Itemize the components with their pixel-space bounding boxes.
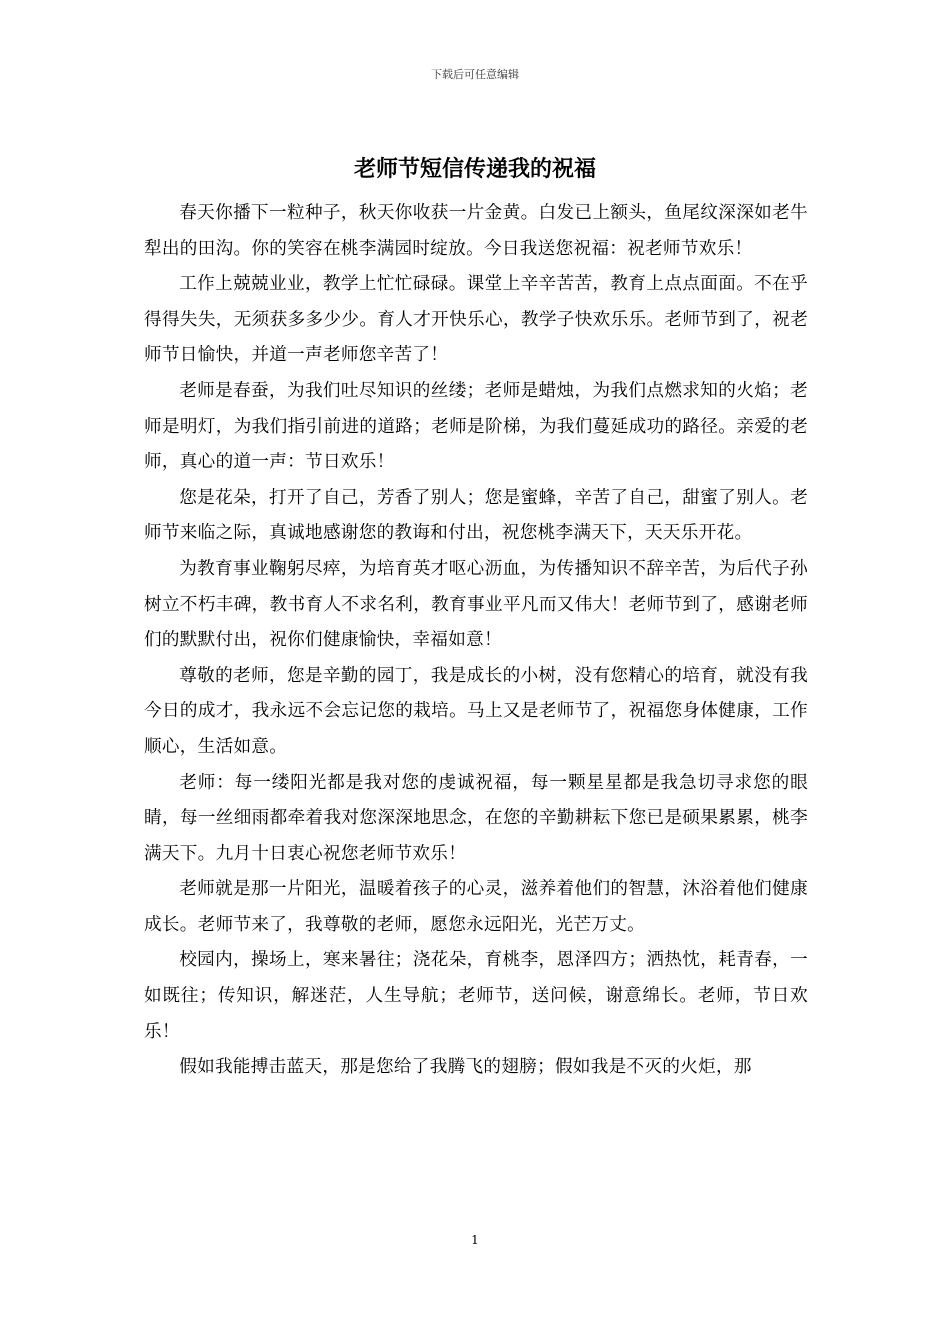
paragraph: 假如我能搏击蓝天，那是您给了我腾飞的翅膀；假如我是不灭的火炬，那 [179, 1057, 752, 1078]
paragraph: 老师是春蚕，为我们吐尽知识的丝缕；老师是蜡烛，为我们点燃求知的火焰；老师是明灯，为我们指引前进的道路；老师是阶梯，为我们蔓延成功的路径。亲爱的老师，真心的道一声：节日欢乐！ [144, 380, 808, 473]
paragraph: 校园内，操场上，寒来暑往；浇花朵，育桃李，恩泽四方；洒热忱，耗青春，一如既往；传知识，解迷茫，人生导航；老师节，送问候，谢意绵长。老师，节日欢乐！ [144, 950, 808, 1042]
document-body [144, 196, 808, 1216]
paragraph: 老师就是那一片阳光，温暖着孩子的心灵，滋养着他们的智慧，沐浴着他们健康成长。老师节来了，我尊敬的老师，愿您永远阳光，光芒万丈。 [144, 879, 808, 935]
paragraph: 您是花朵，打开了自己，芳香了别人；您是蜜蜂，辛苦了自己，甜蜜了别人。老师节来临之际，真诚地感谢您的教诲和付出，祝您桃李满天下，天天乐开花。 [144, 487, 808, 544]
paragraph: 老师：每一缕阳光都是我对您的虔诚祝福，每一颗星星都是我急切寻求您的眼睛，每一丝细雨都牵着我对您深深地思念，在您的辛勤耕耘下您已是硕果累累，桃李满天下。九月十日衷心祝您老师节欢乐！ [144, 772, 808, 864]
paragraph: 为教育事业鞠躬尽瘁，为培育英才呕心沥血，为传播知识不辞辛苦，为后代子孙树立不朽丰碑，教书育人不求名利，教育事业平凡而又伟大！老师节到了，感谢老师们的默默付出，祝你们健康愉快，幸福如意！ [144, 558, 808, 651]
document-title: 老师节短信传递我的祝福 [353, 156, 596, 182]
page-number: 1 [471, 1233, 479, 1247]
paragraph: 春天你播下一粒种子，秋天你收获一片金黄。白发已上额头，鱼尾纹深深如老牛犁出的田沟。你的笑容在桃李满园时绽放。今日我送您祝福：祝老师节欢乐！ [144, 203, 808, 259]
paragraph: 工作上兢兢业业，教学上忙忙碌碌。课堂上辛辛苦苦，教育上点点面面。不在乎得得失失，无须获多多少少。育人才开快乐心，教学子快欢乐乐。老师节到了，祝老师节日愉快，并道一声老师您辛苦了！ [144, 274, 808, 366]
header-note: 下载后可任意编辑 [431, 68, 519, 81]
paragraph: 尊敬的老师，您是辛勤的园丁，我是成长的小树，没有您精心的培育，就没有我今日的成才，我永远不会忘记您的栽培。马上又是老师节了，祝福您身体健康，工作顺心，生活如意。 [144, 665, 808, 757]
